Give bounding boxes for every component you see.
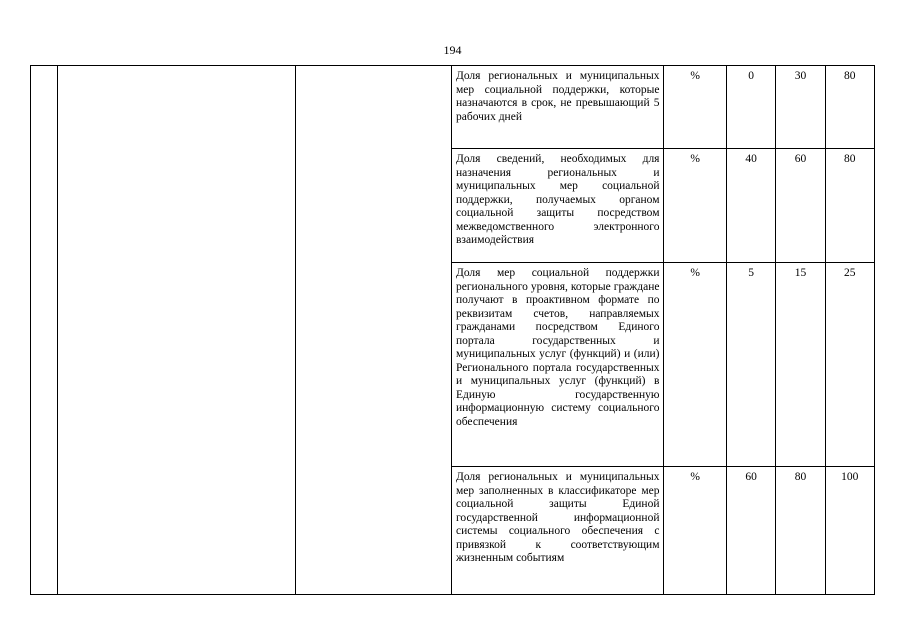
indicator-text: Доля региональных и муниципальных мер заполненных в классификаторе мер социальной защиты Единой государственной информационной системы социального обеспечения с привязкой к соответствующим жизненным событиям [451,467,664,595]
unit-cell: % [664,263,726,467]
value-cell-3: 25 [825,263,874,467]
indicator-text: Доля мер социальной поддержки регионального уровня, которые граждане получают в проактивном формате по реквизитам счетов, направляемых гражданами посредством Единого портала государственных и муниципальных услуг (функций) и (или) Регионального портала государственных и муниципальных услуг (функций) в Единую государственную информационную систему социального обеспечения [451,263,664,467]
value-cell-1: 0 [726,66,775,149]
value-cell-1: 5 [726,263,775,467]
unit-cell: % [664,467,726,595]
value-cell-2: 80 [776,467,825,595]
value-cell-3: 80 [825,66,874,149]
value-cell-1: 60 [726,467,775,595]
unit-cell: % [664,149,726,263]
indicators-table [30,65,875,595]
value-cell-3: 100 [825,467,874,595]
value-cell-2: 15 [776,263,825,467]
page-number: 194 [443,43,462,57]
value-cell-3: 80 [825,149,874,263]
value-cell-2: 60 [776,149,825,263]
value-cell-2: 30 [776,66,825,149]
value-cell-1: 40 [726,149,775,263]
indicator-text: Доля региональных и муниципальных мер социальной поддержки, которые назначаются в срок, не превышающий 5 рабочих дней [451,66,664,149]
blank-column-1 [31,66,58,595]
blank-column-2 [58,66,296,595]
blank-column-3 [295,66,451,595]
table-row [31,66,875,149]
unit-cell: % [664,66,726,149]
indicator-text: Доля сведений, необходимых для назначения региональных и муниципальных мер социальной поддержки, получаемых органом социальной защиты посредством межведомственного электронного взаимодействия [451,149,664,263]
